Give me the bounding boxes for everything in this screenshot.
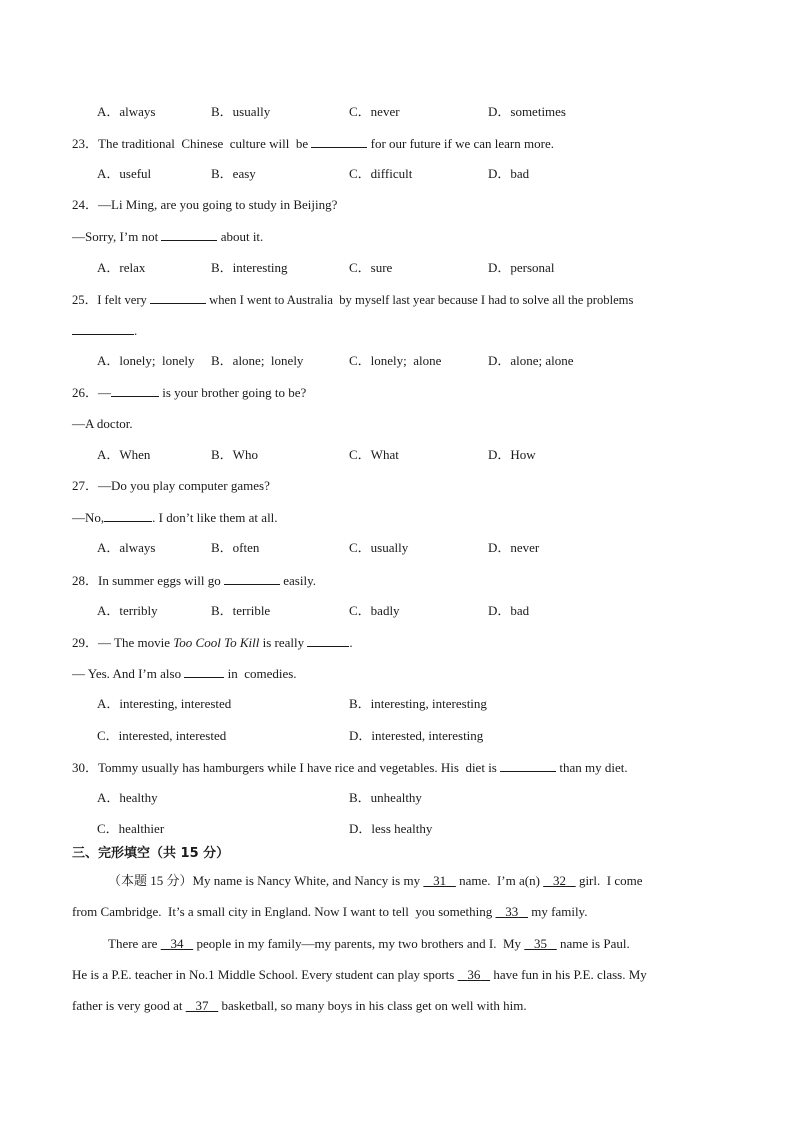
option-b: B．often: [211, 540, 260, 555]
option-a: A．useful: [97, 166, 152, 181]
option-b: B．easy: [211, 166, 256, 181]
option-b: B．usually: [211, 104, 271, 119]
option-a: A．lonely; lonely: [97, 353, 195, 368]
answer-blank: [104, 509, 152, 522]
section-title: 三、完形填空（共 15 分）: [72, 846, 230, 861]
option-c: C．difficult: [349, 166, 413, 181]
option-d: D．never: [488, 540, 540, 555]
option-a: A．relax: [97, 260, 146, 275]
answer-blank: [307, 634, 349, 647]
question-27: 27．—Do you play computer games?: [72, 478, 270, 493]
option-d: D．How: [488, 447, 536, 462]
option-b: B．alone; lonely: [211, 353, 304, 368]
option-d: D．less healthy: [349, 821, 433, 836]
question-26: 26．— is your brother going to be?: [72, 385, 307, 400]
option-c: C．interested, interested: [97, 728, 227, 743]
answer-blank: [184, 665, 224, 678]
answer-blank: [150, 291, 206, 304]
blank-35: 35: [534, 936, 548, 951]
question-30: 30．Tommy usually has hamburgers while I have rice and vegetables. His diet is than my diet.: [72, 760, 628, 775]
option-a: A．When: [97, 447, 151, 462]
option-b: B．Who: [211, 447, 258, 462]
option-d: D．sometimes: [488, 104, 566, 119]
question-29: 29．— The movie Too Cool To Kill is really .: [72, 635, 353, 650]
question-27-reply: —No, . I don’t like them at all.: [72, 510, 278, 525]
option-b: B．terrible: [211, 603, 271, 618]
option-c: C．never: [349, 104, 400, 119]
option-c: C．usually: [349, 540, 409, 555]
option-b: B．interesting: [211, 260, 288, 275]
question-26-reply: —A doctor.: [72, 416, 133, 431]
answer-blank: [311, 135, 367, 148]
option-a: A．interesting, interested: [97, 696, 232, 711]
option-c: C．lonely; alone: [349, 353, 442, 368]
question-24-reply: —Sorry, I’m not about it.: [72, 229, 264, 244]
question-28: 28．In summer eggs will go easily.: [72, 573, 316, 588]
option-d: D．personal: [488, 260, 555, 275]
option-b: B．interesting, interesting: [349, 696, 487, 711]
question-25-cont: .: [72, 322, 137, 339]
blank-32: 32: [552, 873, 566, 888]
option-c: C．sure: [349, 260, 393, 275]
answer-blank: [500, 759, 556, 772]
cloze-line-5: father is very good at 37 basketball, so many boys in his class get on well with him.: [72, 998, 527, 1013]
cloze-line-3: There are 34 people in my family—my parents, my two brothers and I. My 35 name is Paul.: [108, 936, 630, 951]
answer-blank: [224, 572, 280, 585]
answer-blank: [161, 228, 217, 241]
option-d: D．alone; alone: [488, 353, 574, 368]
blank-33: 33: [505, 904, 519, 919]
option-a: A．terribly: [97, 603, 158, 618]
blank-31: 31: [433, 873, 447, 888]
option-d: D．bad: [488, 603, 530, 618]
question-29-reply: — Yes. And I’m also in comedies.: [72, 666, 297, 681]
option-a: A．always: [97, 540, 156, 555]
cloze-line-2: from Cambridge. It’s a small city in England. Now I want to tell you something 33 my family.: [72, 904, 588, 919]
cloze-line-4: He is a P.E. teacher in No.1 Middle School. Every student can play sports 36 have fun in his P.E. class. My: [72, 967, 647, 982]
option-c: C．badly: [349, 603, 400, 618]
blank-37: 37: [195, 998, 209, 1013]
option-d: D．bad: [488, 166, 530, 181]
option-a: A．healthy: [97, 790, 158, 805]
blank-34: 34: [170, 936, 184, 951]
question-23: 23．The traditional Chinese culture will be for our future if we can learn more.: [72, 136, 554, 151]
movie-title: Too Cool To Kill: [173, 635, 260, 650]
option-c: C．What: [349, 447, 399, 462]
cloze-line-1: （本题 15 分）My name is Nancy White, and Nancy is my 31 name. I’m a(n) 32 girl. I come: [108, 873, 643, 888]
option-a: A．always: [97, 104, 156, 119]
question-25: 25．I felt very when I went to Australia by myself last year because I had to solve all the problems: [72, 293, 634, 307]
question-24: 24．—Li Ming, are you going to study in Beijing?: [72, 197, 338, 212]
answer-blank: [111, 384, 159, 397]
option-b: B．unhealthy: [349, 790, 422, 805]
option-d: D．interested, interesting: [349, 728, 484, 743]
blank-36: 36: [467, 967, 481, 982]
option-c: C．healthier: [97, 821, 165, 836]
answer-blank: [72, 322, 134, 335]
